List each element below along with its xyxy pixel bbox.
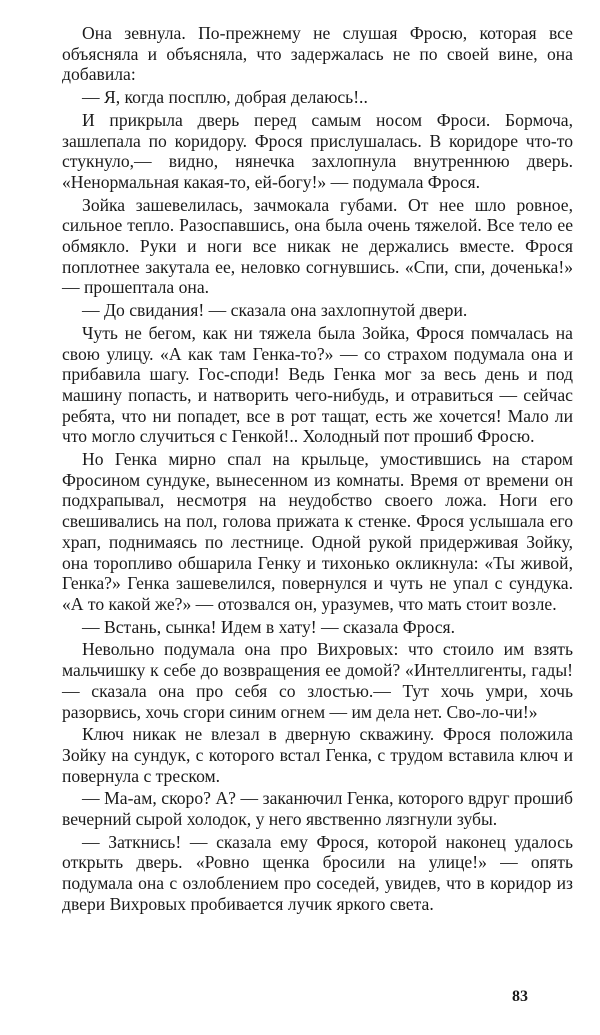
paragraph: — Встань, сынка! Идем в хату! — сказала Фрося.	[82, 616, 456, 637]
paragraph: — Заткнись! — сказала ему Фрося, которой наконец удалось открыть дверь. «Ровно щенка бросили на улице!» — опять подумала она с озлоблением про соседей, увидев, что в коридор из двери Вихровых пробивается лучик яркого света.	[62, 831, 573, 914]
paragraph: — Я, когда посплю, добрая делаюсь!..	[82, 87, 368, 108]
paragraph: Невольно подумала она про Вихровых: что стоило им взять мальчишку к себе до возвращения ее домой? «Интеллигенты, гады! — сказала она про себя со злостью.— Тут хочь умри, хочь разорвись, хочь сгори синим огнем — им дела нет. Сво-ло-чи!»	[62, 639, 573, 722]
paragraph: Она зевнула. По-прежнему не слушая Фросю, которая все объясняла и объясняла, что задержалась не по своей вине, она добавила:	[62, 23, 573, 85]
paragraph: Чуть не бегом, как ни тяжела была Зойка, Фрося помчалась на свою улицу. «А как там Генка-то?» — со страхом подумала она и прибавила шагу. Гос-споди! Ведь Генка мог за весь день и под машину попасть, и натворить чего-нибудь, и отравиться — сейчас ребята, что ни попадет, все в рот тащат, есть же хочется! Мало ли что могло случиться с Генкой!.. Холодный пот прошиб Фросю.	[62, 322, 573, 447]
paragraph: Ключ никак не влезал в дверную скважину. Фрося положила Зойку на сундук, с которого встал Генка, с трудом вставила ключ и повернула с треском.	[62, 724, 573, 786]
paragraph: И прикрыла дверь перед самым носом Фроси. Бормоча, зашлепала по коридору. Фрося прислушалась. В коридоре что-то стукнуло,— видно, нянечка захлопнула внутреннюю дверь. «Ненормальная какая-то, ей-богу!» — подумала Фрося.	[62, 109, 573, 192]
paragraph: — Ма-ам, скоро? А? — заканючил Генка, которого вдруг прошиб вечерний сырой холодок, у него явственно лязгнули зубы.	[62, 788, 573, 830]
paragraph: — До свидания! — сказала она захлопнутой двери.	[82, 300, 468, 321]
page-text	[62, 23, 573, 915]
paragraph: Но Генка мирно спал на крыльце, умостившись на старом Фросином сундуке, вынесенном из комнаты. Время от времени он подхрапывал, несмотря на неудобство своего ложа. Ноги его свешивались на пол, голова прижата к стенке. Фрося услышала его храп, поднимаясь по лестнице. Одной рукой придерживая Зойку, она торопливо обшарила Генку и тихонько окликнула: «Ты живой, Генка?» Генка зашевелился, повернулся и чуть не упал с сундука. «А то какой же?» — отозвался он, уразумев, что мать стоит возле.	[62, 449, 573, 614]
paragraph: Зойка зашевелилась, зачмокала губами. От нее шло ровное, сильное тепло. Разоспавшись, она была очень тяжелой. Все тело ее обмякло. Руки и ноги все никак не держались вместе. Фрося поплотнее закутала ее, неловко согнувшись. «Спи, спи, доченька!» — прошептала она.	[62, 194, 573, 298]
page-number: 83	[512, 988, 528, 1005]
